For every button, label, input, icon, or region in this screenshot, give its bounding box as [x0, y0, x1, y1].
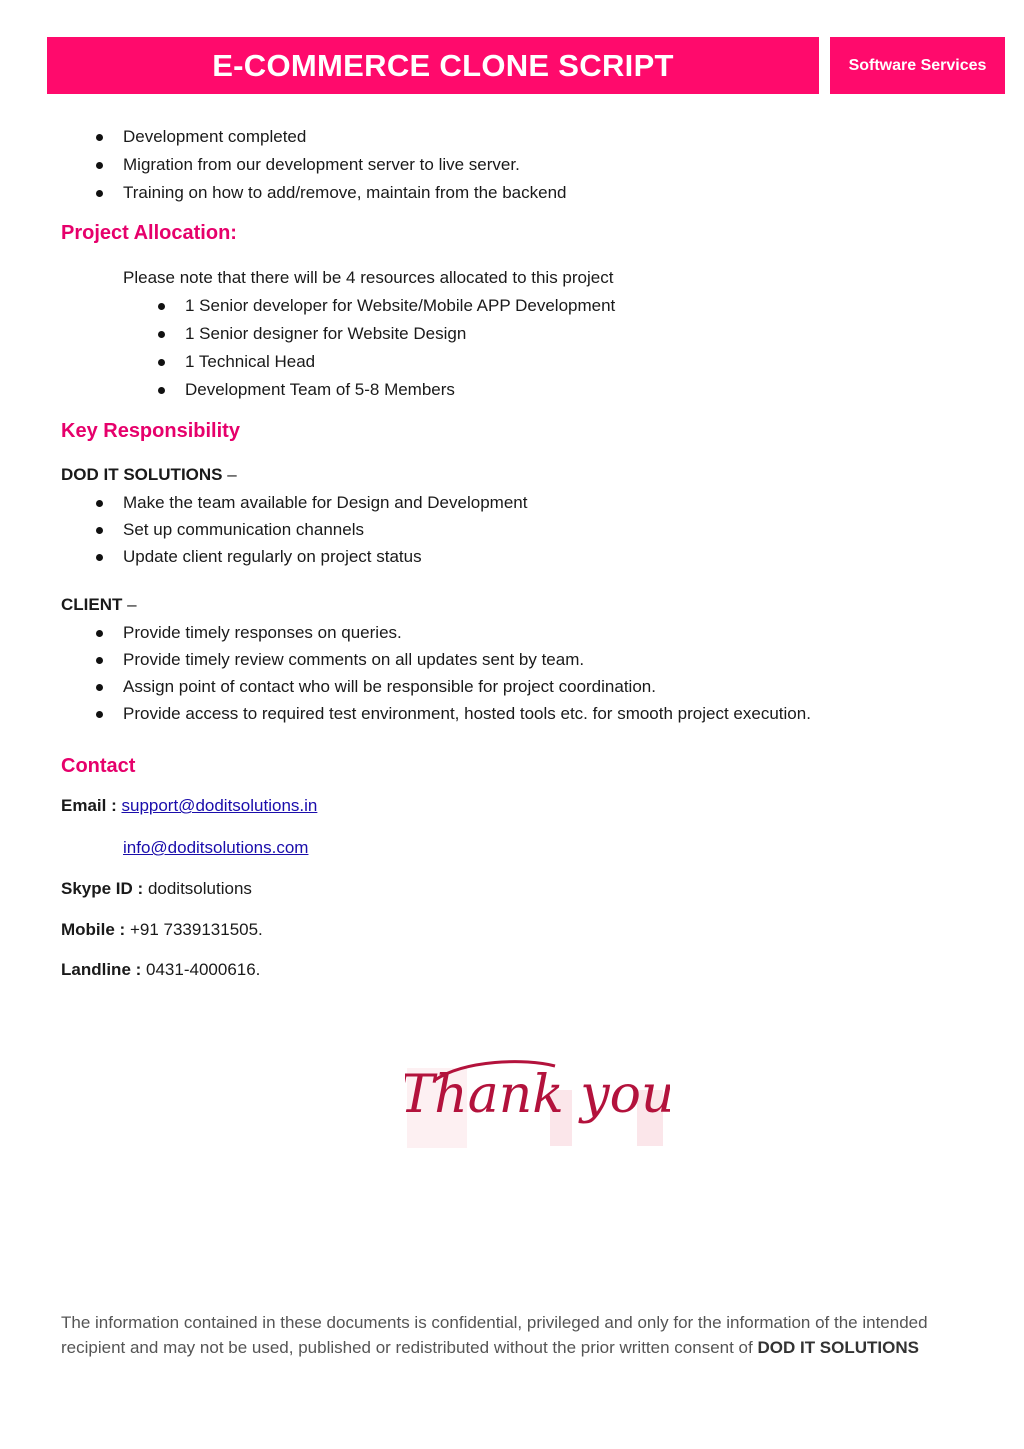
bullet-icon: [158, 387, 165, 394]
footer-company: DOD IT SOLUTIONS: [757, 1338, 919, 1357]
skype-row: [61, 877, 252, 901]
document-title: E-COMMERCE CLONE SCRIPT: [212, 47, 674, 83]
intro-list: [123, 123, 567, 207]
list-item: Set up communication channels: [123, 516, 527, 543]
list-item: Assign point of contact who will be responsible for project coordination.: [123, 673, 811, 700]
mobile-label: Mobile :: [61, 920, 126, 939]
list-item: Update client regularly on project status: [123, 543, 527, 570]
list-item: Provide access to required test environment, hosted tools etc. for smooth project execution.: [123, 700, 811, 727]
software-services-tag: [830, 37, 1005, 94]
list-item: Provide timely responses on queries.: [123, 619, 811, 646]
mobile-row: [61, 918, 263, 942]
list-item: 1 Senior developer for Website/Mobile APP Development: [185, 292, 615, 320]
company-dash: –: [222, 465, 237, 484]
list-item: Training on how to add/remove, maintain from the backend: [123, 179, 567, 207]
email-row: [61, 794, 317, 818]
mobile-value: +91 7339131505.: [129, 920, 263, 939]
bullet-icon: [96, 500, 103, 507]
title-banner: [47, 37, 819, 94]
list-item: Make the team available for Design and Development: [123, 489, 527, 516]
thank-you-text: Thank you: [405, 1065, 670, 1125]
allocation-list: [185, 292, 615, 404]
landline-row: [61, 958, 260, 982]
bullet-icon: [158, 303, 165, 310]
thank-you-graphic: [405, 1050, 670, 1150]
key-responsibility-heading: Key Responsibility: [61, 420, 240, 442]
company-responsibility-list: [123, 489, 527, 570]
confidentiality-footer: [61, 1310, 961, 1360]
tag-label: Software Services: [848, 56, 987, 74]
email-label: Email :: [61, 796, 117, 815]
skype-label: Skype ID :: [61, 879, 144, 898]
allocation-note: Please note that there will be 4 resources allocated to this project: [123, 268, 614, 287]
email-link-support[interactable]: support@doditsolutions.in: [121, 796, 318, 815]
bullet-icon: [96, 554, 103, 561]
bullet-icon: [96, 527, 103, 534]
footer-text: The information contained in these documents is confidential, privileged and only for the information of the intended recipient and may not be used, published or redistributed without the prior written consent of: [61, 1313, 928, 1357]
client-dash: –: [122, 595, 137, 614]
list-item: Development completed: [123, 123, 567, 151]
list-item: 1 Technical Head: [185, 348, 615, 376]
bullet-icon: [96, 684, 103, 691]
thank-you-image: [405, 1050, 670, 1150]
list-item: 1 Senior designer for Website Design: [185, 320, 615, 348]
client-responsibility-list: [123, 619, 811, 727]
landline-label: Landline :: [61, 960, 142, 979]
landline-value: 0431-4000616.: [146, 960, 261, 979]
email-row-secondary: [123, 836, 308, 860]
bullet-icon: [96, 657, 103, 664]
bullet-icon: [96, 711, 103, 718]
list-item: Provide timely review comments on all updates sent by team.: [123, 646, 811, 673]
bullet-icon: [158, 331, 165, 338]
bullet-icon: [96, 134, 103, 141]
contact-heading: Contact: [61, 755, 136, 777]
bullet-icon: [96, 190, 103, 197]
bullet-icon: [158, 359, 165, 366]
client-label-line: [61, 595, 137, 615]
bullet-icon: [96, 162, 103, 169]
bullet-icon: [96, 630, 103, 637]
company-label-line: [61, 465, 237, 485]
list-item: Development Team of 5-8 Members: [185, 376, 615, 404]
email-link-info[interactable]: info@doditsolutions.com: [123, 838, 309, 857]
skype-value: doditsolutions: [147, 879, 252, 898]
project-allocation-heading: Project Allocation:: [61, 222, 237, 244]
list-item: Migration from our development server to live server.: [123, 151, 567, 179]
company-label: DOD IT SOLUTIONS: [61, 465, 223, 484]
client-label: CLIENT: [61, 595, 123, 614]
